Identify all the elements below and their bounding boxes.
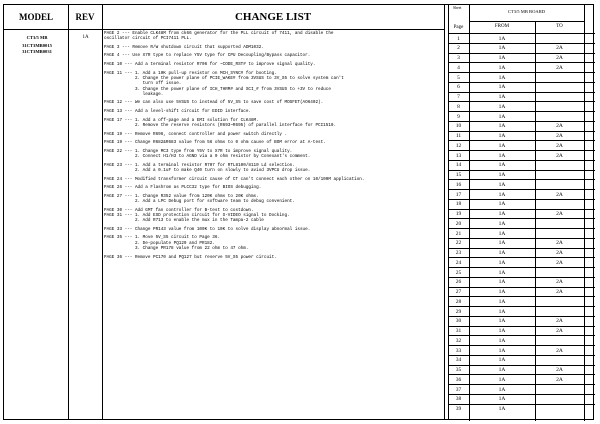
- revision-rows: [448, 33, 595, 413]
- page-number-cell: 20: [455, 220, 462, 227]
- rev-header: REV: [75, 12, 95, 22]
- from-rev-cell: 1A: [498, 142, 506, 149]
- from-rev-cell: 1A: [498, 201, 506, 208]
- table-row: [448, 404, 595, 414]
- table-row: [448, 335, 595, 345]
- table-row: [448, 199, 595, 209]
- page-number-cell: 17: [455, 191, 462, 198]
- table-row: [448, 316, 595, 326]
- model-board-line: 31CT3MB0015: [22, 43, 52, 48]
- from-rev-cell: 1A: [498, 152, 506, 159]
- from-rev-cell: 1A: [498, 259, 506, 266]
- change-entry-line: PAGE 27 --- 1. Change R352 value from 120K ohms to 20K ohms.: [104, 193, 259, 199]
- change-entry-line: PAGE 13 --- Add a level-shift circuit for EDID interface.: [104, 109, 251, 115]
- table-row: [448, 345, 595, 355]
- page-number-cell: 35: [455, 367, 462, 373]
- table-row: [448, 121, 595, 131]
- from-rev-cell: 1A: [498, 103, 506, 110]
- page-number-cell: 12: [455, 142, 462, 149]
- page-number-cell: 2: [457, 45, 460, 52]
- from-rev-cell: 1A: [498, 133, 506, 139]
- table-row: [448, 296, 595, 306]
- page-column-label: Page: [453, 25, 464, 30]
- model-board-list: [6, 35, 68, 55]
- table-row: [448, 209, 595, 219]
- page-number-cell: 39: [455, 406, 462, 412]
- change-entry-line: leakage.: [104, 91, 164, 97]
- to-rev-cell: 2A: [556, 123, 563, 130]
- change-entry-line: turn off issue.: [104, 81, 182, 87]
- rev-value: 1A: [82, 35, 89, 40]
- to-rev-cell: 2A: [556, 279, 563, 286]
- to-rev-cell: 2A: [556, 211, 563, 217]
- from-rev-cell: 1A: [498, 250, 506, 256]
- table-row: [448, 111, 595, 121]
- change-entry-line: PAGE 36 --- Remove PC170 and PQ127 but reserve 5V_S5 power circuit.: [104, 254, 277, 260]
- to-rev-cell: 2A: [556, 259, 563, 266]
- change-entry-line: 3. Change PR178 value from 22 ohm to 47 ohm.: [104, 245, 249, 251]
- to-rev-cell: 2A: [556, 367, 563, 373]
- change-entry-line: PAGE 10 --- Add a terminal resistor R706 for ~CODE_RST# to improve signal quality.: [104, 62, 316, 68]
- from-rev-cell: 1A: [498, 386, 506, 393]
- change-entry-line: 2. Change the power plane of PCIE_WAKE# from 3VSUS to 3V_S5 to solve system can't: [104, 75, 344, 81]
- change-entry-line: PAGE 26 --- Add a Flashrom as PLCC32 type for BIOS debugging.: [104, 185, 262, 191]
- from-rev-cell: 1A: [498, 337, 506, 344]
- to-rev-cell: 2A: [556, 191, 563, 198]
- board-title: CT3/5 MB BOARD: [507, 9, 546, 14]
- table-row: [448, 218, 595, 228]
- from-rev-cell: 1A: [498, 269, 506, 276]
- to-rev-cell: 2A: [556, 376, 563, 383]
- to-rev-cell: 2A: [556, 318, 563, 325]
- change-entry-line: PAGE 11 --- 1. Add a 10K pull-up resistor on MCH_SYNC# for booting.: [104, 70, 277, 76]
- change-entry-line: 2. Connect H1/H3 to AGND via a 0 ohm resistor by Conexant's comment.: [104, 154, 311, 160]
- table-row: [448, 228, 595, 238]
- from-rev-cell: 1A: [498, 367, 506, 373]
- table-row: [448, 140, 595, 150]
- from-rev-cell: 1A: [498, 328, 506, 334]
- table-row: [448, 179, 595, 189]
- table-row: [448, 384, 595, 394]
- table-row: [448, 92, 595, 102]
- page-number-cell: 6: [457, 84, 460, 91]
- from-rev-cell: 1A: [498, 84, 506, 91]
- page-number-cell: 32: [455, 337, 462, 344]
- change-entry-line: PAGE 22 --- 1. Change MC3 type from Y5V to X7R to improve signal quality.: [104, 148, 293, 154]
- to-rev-cell: 2A: [556, 55, 563, 61]
- from-rev-cell: 1A: [498, 347, 506, 354]
- from-rev-cell: 1A: [498, 279, 506, 286]
- change-entry-line: PAGE 4 --- Use X7R type to replace Y5V type for CPU Decoupling/Bypass capacitor.: [104, 53, 311, 59]
- change-entry-line: 2. Add a LPC Debug port for software team to debug convenient.: [104, 198, 295, 204]
- change-entry-line: PAGE 19 --- Change R682&R683 value from 56 ohms to 0 ohm cause of BOM error at A-test.: [104, 140, 326, 146]
- from-rev-cell: 1A: [498, 191, 506, 198]
- table-row: [448, 238, 595, 248]
- column-divider: [102, 5, 103, 419]
- change-entries: [104, 31, 449, 260]
- from-rev-cell: 1A: [498, 211, 506, 217]
- change-entry-line: PAGE 30 --- Add GMT fan controller for B-test to costdown.: [104, 207, 254, 213]
- page-number-cell: 13: [455, 152, 462, 159]
- page-number-cell: 31: [455, 328, 462, 334]
- table-row: [448, 33, 595, 43]
- change-entry-line: 2. Add a 0.1uF to make Q40 turn on slowly to aviod 3VPCU drop issue.: [104, 167, 311, 173]
- table-row: [448, 277, 595, 287]
- to-column-label: TO: [556, 24, 563, 29]
- page-number-cell: 21: [455, 230, 462, 237]
- revision-table: [448, 5, 595, 421]
- page-number-cell: 26: [455, 279, 462, 286]
- page-number-cell: 4: [457, 64, 460, 71]
- from-rev-cell: 1A: [498, 123, 506, 130]
- change-entry-line: 3. Change the power plane of ICH_THRM# and SCI_# from 3VSUS to +3V to reduce: [104, 86, 331, 92]
- change-entry-line: PAGE 2 --- Enable CLK48M from ck66 generator for the PLL circuit of 7411, and disable the: [104, 31, 334, 36]
- table-row: [448, 365, 595, 375]
- change-entry-line: 2. Remove the reserve resistors (R693~R695) of parallel interface for PCI1510.: [104, 122, 337, 128]
- page-number-cell: 38: [455, 396, 462, 403]
- table-row: [448, 101, 595, 111]
- table-row: [448, 160, 595, 170]
- from-rev-cell: 1A: [498, 298, 506, 305]
- change-entry-line: PAGE 24 --- Modified transformer circuit cause of CT can't connect each other on 10/100M application.: [104, 176, 365, 182]
- page-number-cell: 27: [455, 289, 462, 295]
- from-rev-cell: 1A: [498, 396, 506, 403]
- page-number-cell: 19: [455, 211, 462, 217]
- table-row: [448, 150, 595, 160]
- change-entry-line: PAGE 12 --- We can also use 5VSUS to instead of 5V_S5 to save cost of MOSFET(AO6402).: [104, 100, 324, 106]
- table-row: [448, 394, 595, 404]
- from-rev-cell: 1A: [498, 406, 506, 412]
- change-entry-line: PAGE 33 --- Change PR143 value from 100K to 10K to solve display abnormal issue.: [104, 226, 311, 232]
- from-rev-cell: 1A: [498, 113, 506, 120]
- from-rev-cell: 1A: [498, 308, 506, 315]
- page-number-cell: 18: [455, 201, 462, 208]
- to-rev-cell: 2A: [556, 250, 563, 256]
- page-number-cell: 22: [455, 240, 462, 247]
- page-number-cell: 14: [455, 162, 462, 169]
- to-rev-cell: 2A: [556, 45, 563, 52]
- table-row: [448, 374, 595, 384]
- change-entry-line: PAGE 3 --- Remove R/W shutdown circuit that supported ADM1032.: [104, 44, 264, 50]
- to-rev-cell: 2A: [556, 240, 563, 247]
- table-row: [448, 326, 595, 336]
- table-row: [448, 355, 595, 365]
- from-rev-cell: 1A: [498, 45, 506, 52]
- from-rev-cell: 1A: [498, 220, 506, 227]
- table-row: [448, 170, 595, 180]
- change-entry-line: PAGE 23 --- 1. Add a terminal resistor R707 for RTL8100/8110 Ld selection.: [104, 162, 295, 168]
- page-number-cell: 24: [455, 259, 462, 266]
- change-entry-line: PAGE 17 --- 1. Add a off-page and a EMI solution for CLK48M.: [104, 117, 259, 123]
- page-number-cell: 9: [457, 113, 460, 120]
- from-rev-cell: 1A: [498, 55, 506, 61]
- to-rev-cell: 2A: [556, 347, 563, 354]
- to-rev-cell: 2A: [556, 133, 563, 139]
- page-number-cell: 15: [455, 172, 462, 178]
- page-number-cell: 30: [455, 318, 462, 325]
- page-number-cell: 37: [455, 386, 462, 393]
- page-number-cell: 25: [455, 269, 462, 276]
- from-rev-cell: 1A: [498, 172, 506, 178]
- from-rev-cell: 1A: [498, 35, 506, 42]
- page-number-cell: 28: [455, 298, 462, 305]
- page-number-cell: 1: [457, 35, 460, 42]
- to-rev-cell: 2A: [556, 152, 563, 159]
- table-row: [448, 248, 595, 258]
- page-number-cell: 33: [455, 347, 462, 354]
- from-rev-cell: 1A: [498, 181, 506, 188]
- from-rev-cell: 1A: [498, 289, 506, 295]
- table-row: [448, 62, 595, 72]
- table-row: [448, 267, 595, 277]
- change-list-title: CHANGE LIST: [234, 11, 312, 23]
- page-number-cell: 16: [455, 181, 462, 188]
- from-rev-cell: 1A: [498, 240, 506, 247]
- page-number-cell: 5: [457, 74, 460, 81]
- table-row: [448, 43, 595, 53]
- table-row: [448, 306, 595, 316]
- from-rev-cell: 1A: [498, 162, 506, 169]
- page-number-cell: 11: [455, 133, 462, 139]
- page-number-cell: 23: [455, 250, 462, 256]
- model-board-line: 31CT3MB0031: [22, 49, 52, 54]
- table-row: [448, 82, 595, 92]
- to-rev-cell: 2A: [556, 64, 563, 71]
- from-rev-cell: 1A: [498, 230, 506, 237]
- change-entry-line: PAGE 19 --- Remove R696, connect controller and power switch directly .: [104, 131, 288, 137]
- page-number-cell: 36: [455, 376, 462, 383]
- from-rev-cell: 1A: [498, 64, 506, 71]
- change-entry-line: PAGE 31 --- 1. Add ESD protection circuit for S-VIDEO signal to Docking.: [104, 212, 290, 218]
- change-entry-line: 2. Add R713 to enable the mux in the Tampa-2 cable: [104, 218, 264, 224]
- from-rev-cell: 1A: [498, 357, 506, 364]
- to-rev-cell: 2A: [556, 289, 563, 295]
- table-row: [448, 53, 595, 63]
- from-rev-cell: 1A: [498, 376, 506, 383]
- change-list-sheet: [3, 4, 594, 420]
- table-rule: [469, 21, 584, 22]
- table-row: [448, 257, 595, 267]
- sheet-label: Sheet: [453, 6, 462, 10]
- model-board-line: CT3/5 MB: [26, 35, 48, 40]
- page-number-cell: 7: [457, 94, 460, 100]
- page-number-cell: 34: [455, 357, 462, 364]
- from-column-label: FROM: [494, 24, 510, 29]
- table-row: [448, 287, 595, 297]
- column-divider: [68, 5, 69, 419]
- table-row: [448, 189, 595, 199]
- page-number-cell: 3: [457, 55, 460, 61]
- header-rule: [4, 29, 445, 30]
- from-rev-cell: 1A: [498, 74, 506, 81]
- page-number-cell: 8: [457, 103, 460, 110]
- from-rev-cell: 1A: [498, 94, 506, 100]
- page-number-cell: 29: [455, 308, 462, 315]
- model-header: MODEL: [18, 12, 53, 22]
- from-rev-cell: 1A: [498, 318, 506, 325]
- table-row: [448, 72, 595, 82]
- change-entry-line: PAGE 35 --- 1. Move 5V_S5 circuit to Page 36.: [104, 235, 221, 241]
- change-entry-line: oscillator circuit of PCI7411 PLL.: [104, 36, 192, 42]
- table-row: [448, 131, 595, 141]
- to-rev-cell: 2A: [556, 328, 563, 334]
- page-number-cell: 10: [455, 123, 462, 130]
- change-entry-line: 2. De-populate PQ129 and PR182.: [104, 240, 215, 246]
- to-rev-cell: 2A: [556, 142, 563, 149]
